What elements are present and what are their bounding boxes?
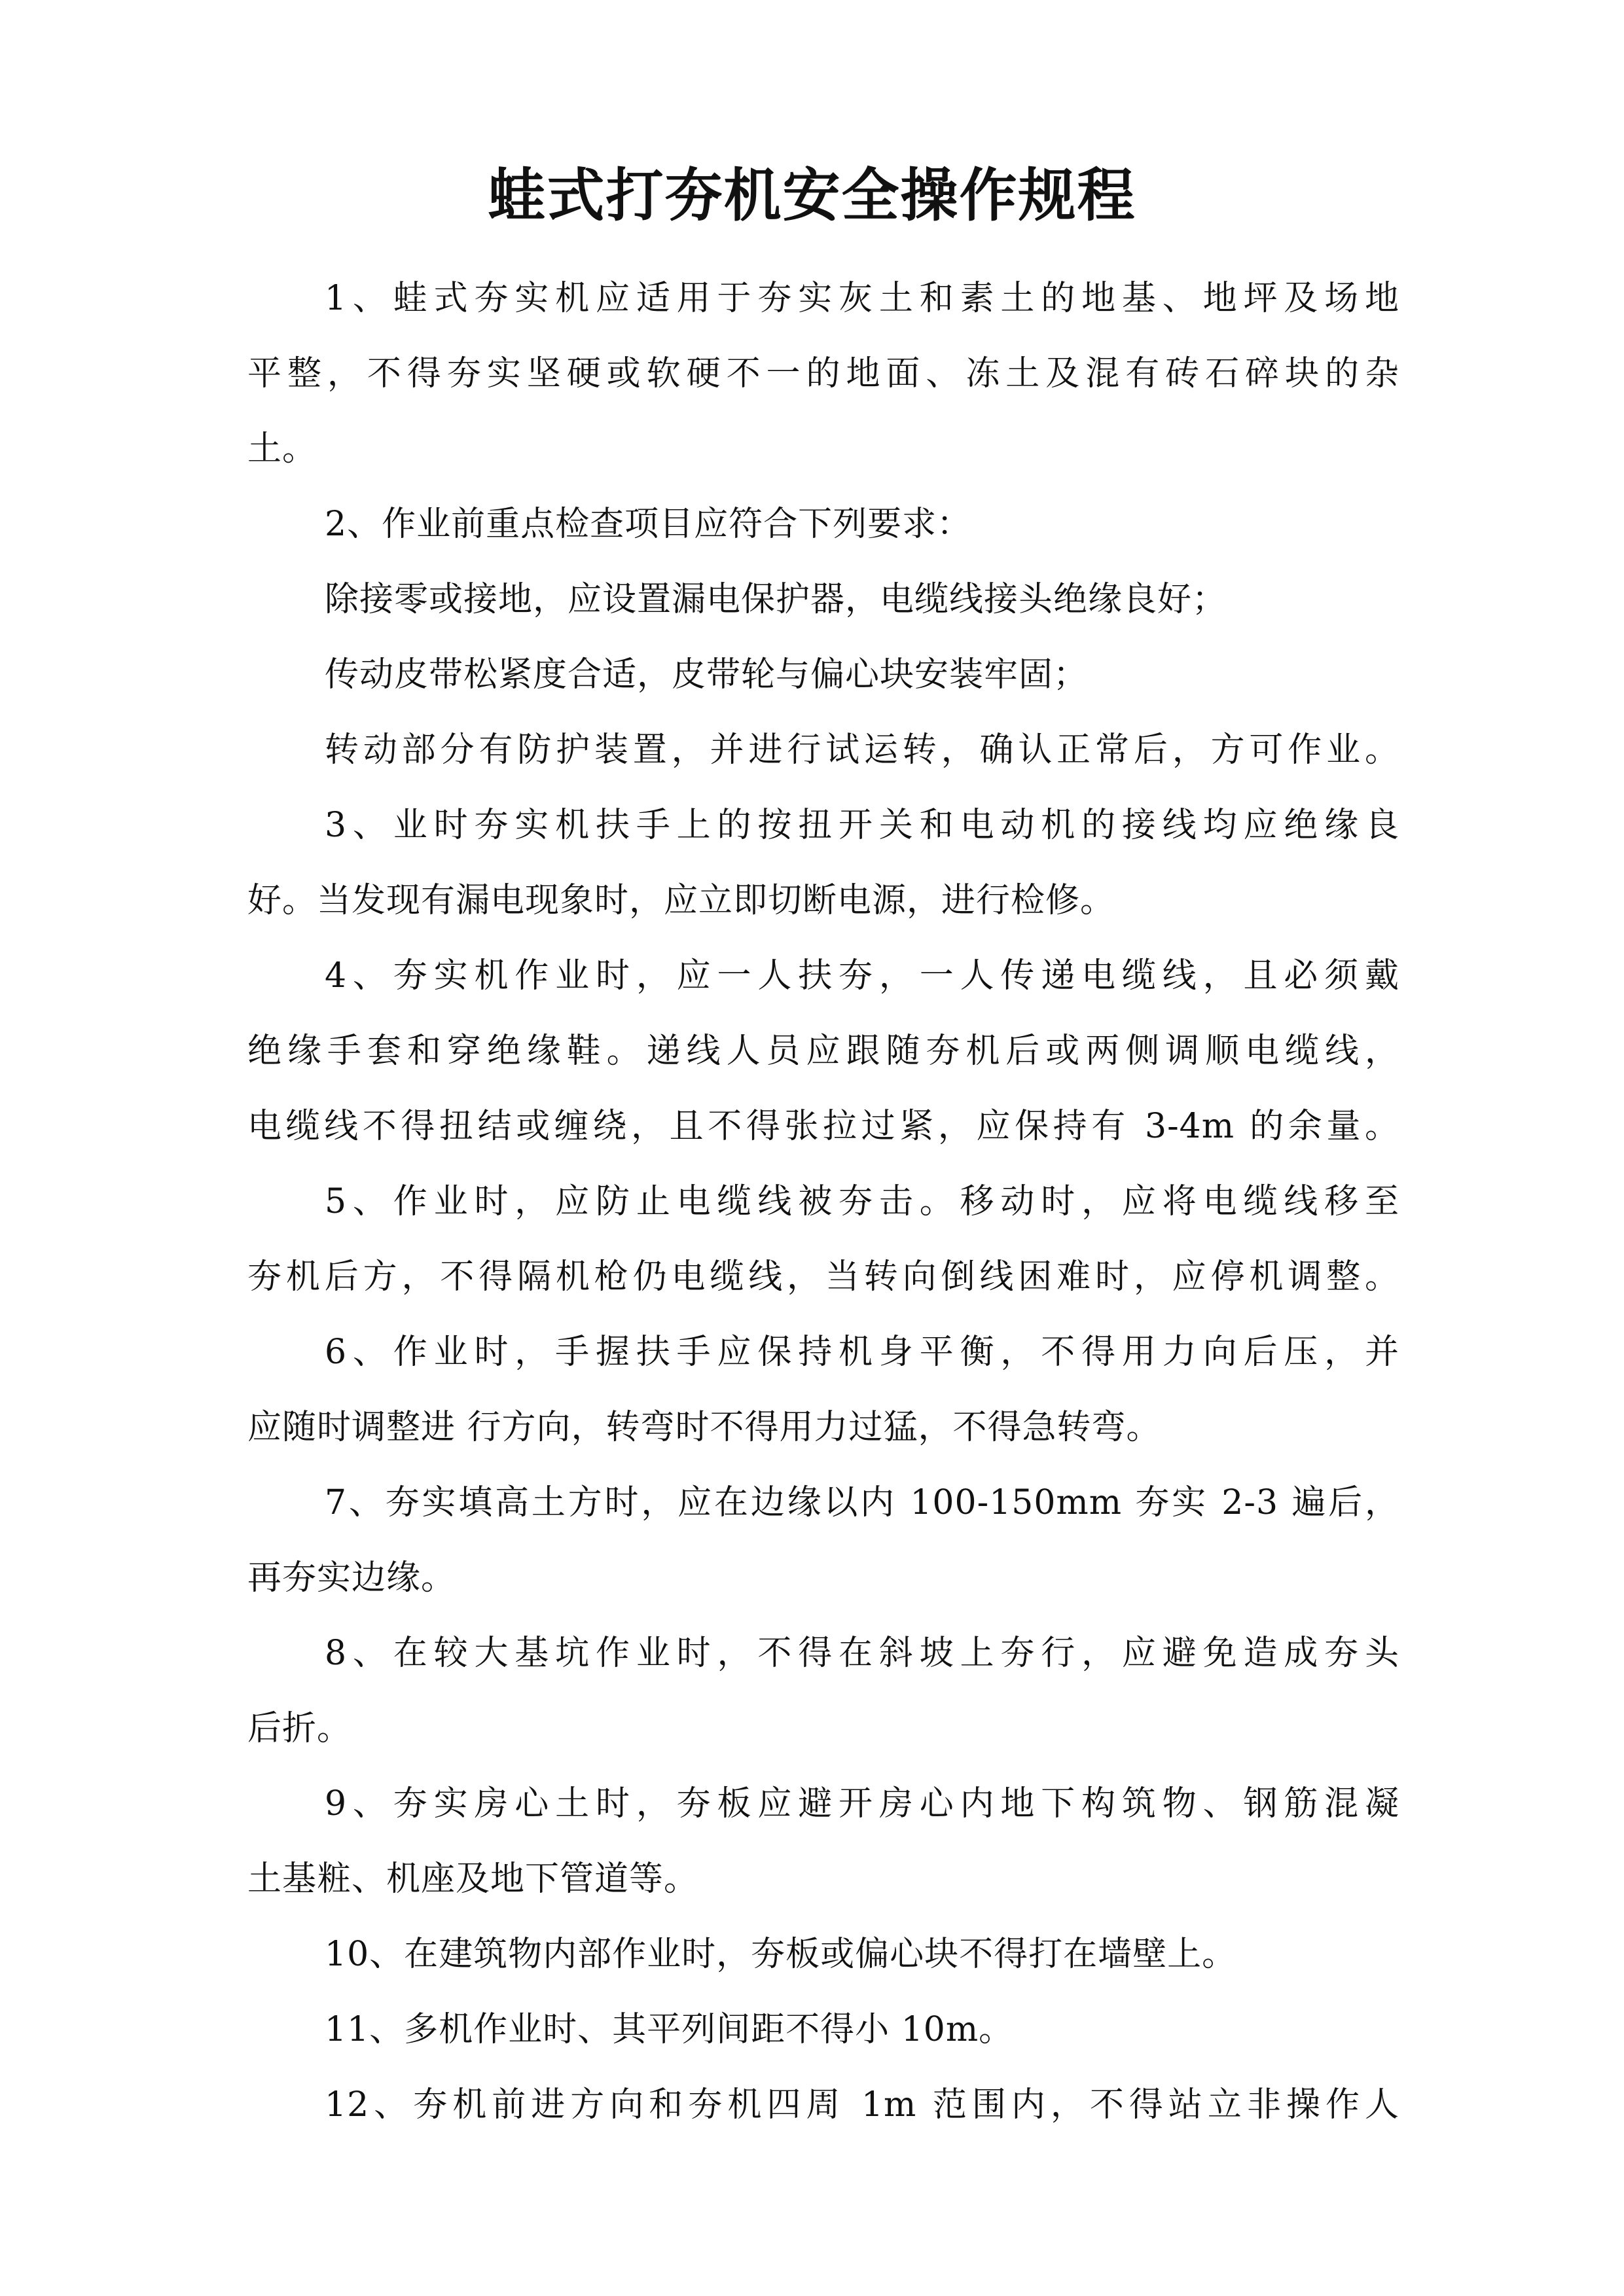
paragraph-1-line-1: 1、蛙式夯实机应适用于夯实灰土和素土的地基、地坪及场地 bbox=[325, 279, 1399, 318]
paragraph-12-line-1: 12、夯机前进方向和夯机四周 1m 范围内，不得站立非操作人 bbox=[325, 2085, 1399, 2125]
paragraph-6-line-2: 应随时调整进 行方向，转弯时不得用力过猛，不得急转弯。 bbox=[247, 1408, 1161, 1447]
paragraph-2-line-4: 转动部分有防护装置，并进行试运转，确认正常后，方可作业。 bbox=[325, 730, 1399, 770]
paragraph-4-line-1: 4、夯实机作业时，应一人扶夯，一人传递电缆线，且必须戴 bbox=[325, 956, 1399, 996]
paragraph-1-line-3: 土。 bbox=[247, 429, 317, 469]
paragraph-8-line-2: 后折。 bbox=[247, 1709, 352, 1748]
paragraph-7-line-1: 7、夯实填高土方时，应在边缘以内 100-150mm 夯实 2-3 遍后， bbox=[325, 1483, 1399, 1522]
paragraph-1-line-2: 平整，不得夯实坚硬或软硬不一的地面、冻土及混有砖石碎块的杂 bbox=[247, 354, 1399, 393]
paragraph-4-line-2: 绝缘手套和穿绝缘鞋。递线人员应跟随夯机后或两侧调顺电缆线， bbox=[247, 1031, 1399, 1071]
paragraph-8-line-1: 8、在较大基坑作业时，不得在斜坡上夯行，应避免造成夯头 bbox=[325, 1634, 1399, 1673]
paragraph-2-line-3: 传动皮带松紧度合适，皮带轮与偏心块安装牢固； bbox=[325, 655, 1089, 694]
paragraph-4-line-3: 电缆线不得扭结或缠绕，且不得张拉过紧，应保持有 3-4m 的余量。 bbox=[247, 1107, 1399, 1146]
paragraph-2-line-2: 除接零或接地，应设置漏电保护器，电缆线接头绝缘良好； bbox=[325, 580, 1227, 619]
paragraph-5-line-1: 5、作业时，应防止电缆线被夯击。移动时，应将电缆线移至 bbox=[325, 1182, 1399, 1221]
paragraph-7-line-2: 再夯实边缘。 bbox=[247, 1558, 456, 1598]
paragraph-2-line-1: 2、作业前重点检查项目应符合下列要求： bbox=[325, 505, 972, 544]
document-title: 蛙式打夯机安全操作规程 bbox=[488, 161, 1136, 229]
paragraph-9-line-1: 9、夯实房心土时，夯板应避开房心内地下构筑物、钢筋混凝 bbox=[325, 1784, 1399, 1823]
paragraph-3-line-2: 好。当发现有漏电现象时，应立即切断电源，进行检修。 bbox=[247, 881, 1115, 920]
paragraph-6-line-1: 6、作业时，手握扶手应保持机身平衡，不得用力向后压，并 bbox=[325, 1333, 1399, 1372]
paragraph-9-line-2: 土基粧、机座及地下管道等。 bbox=[247, 1859, 699, 1899]
paragraph-11-line-1: 11、多机作业时、其平列间距不得小 10m。 bbox=[325, 2010, 1014, 2049]
paragraph-3-line-1: 3、业时夯实机扶手上的按扭开关和电动机的接线均应绝缘良 bbox=[325, 806, 1399, 845]
paragraph-10-line-1: 10、在建筑物内部作业时，夯板或偏心块不得打在墙壁上。 bbox=[325, 1935, 1237, 1974]
paragraph-5-line-2: 夯机后方，不得隔机枪仍电缆线，当转向倒线困难时，应停机调整。 bbox=[247, 1257, 1399, 1297]
